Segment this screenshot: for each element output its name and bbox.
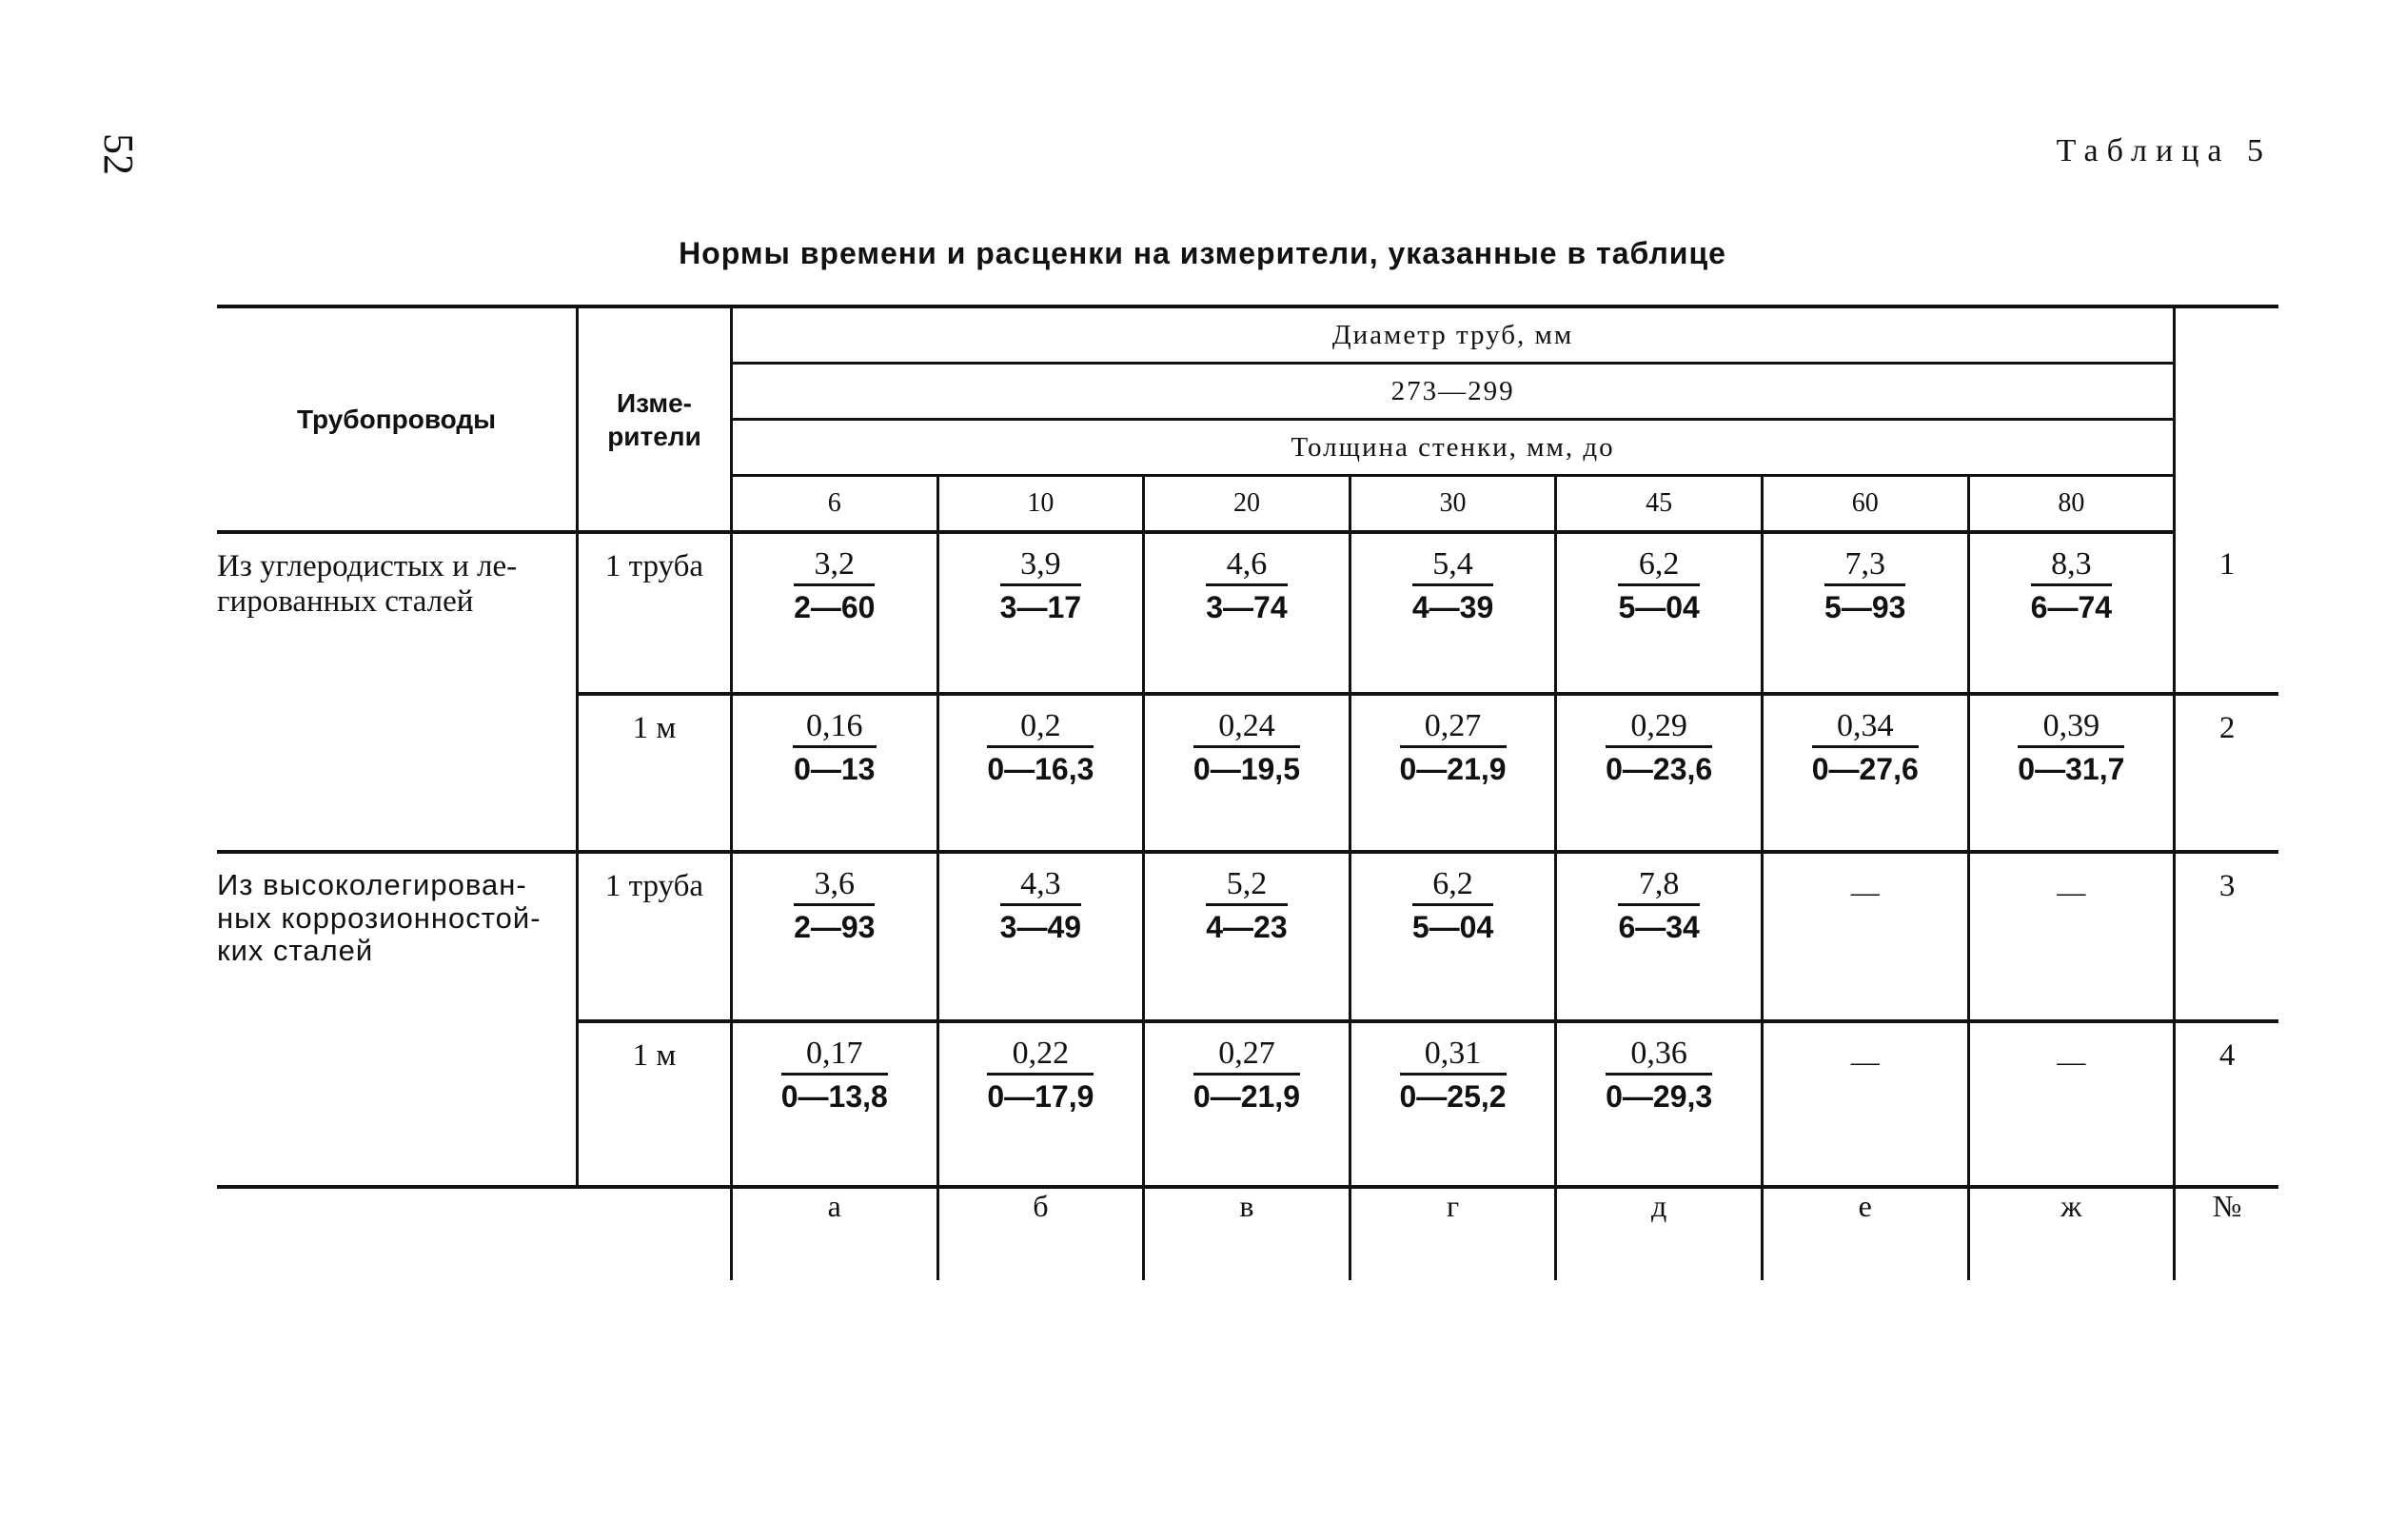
time-norm: 3,2: [794, 545, 875, 586]
norm-fraction: [781, 1035, 888, 1117]
time-norm: 5,2: [1206, 865, 1287, 906]
pipelines-header: Трубопроводы: [217, 306, 578, 532]
value-cell: [1968, 532, 2175, 694]
rate-price: 0—21,9: [1399, 752, 1507, 786]
rate-price: 2—60: [794, 590, 876, 624]
value-cell: [731, 694, 937, 852]
column-letter-cell: д: [1556, 1187, 1763, 1280]
time-norm: 8,3: [2031, 545, 2112, 586]
pipeline-name-cell: [217, 852, 578, 1187]
row-number-cell: 4: [2175, 1021, 2278, 1187]
page-number: 52: [95, 133, 142, 175]
time-norm: 4,6: [1206, 545, 1287, 586]
norm-fraction: [794, 865, 875, 948]
time-norm: 0,31: [1400, 1035, 1507, 1076]
table-body: [217, 532, 2278, 1187]
norm-fraction: [1812, 707, 1919, 790]
thickness-column-header: 20: [1144, 476, 1350, 533]
value-cell: [731, 1021, 937, 1187]
rate-price: 6—34: [1618, 910, 1700, 944]
value-cell: [731, 532, 937, 694]
norm-fraction: [2018, 707, 2124, 790]
norm-fraction: [1618, 865, 1699, 948]
rate-price: 3—49: [999, 910, 1082, 944]
time-norm: 0,22: [987, 1035, 1094, 1076]
time-norm: 0,2: [987, 707, 1094, 748]
rate-price: 3—17: [999, 590, 1082, 624]
value-cell: [1556, 532, 1763, 694]
table-title: Нормы времени и расценки на измерители, указанные в таблице: [679, 236, 1726, 270]
value-cell: [937, 532, 1144, 694]
thickness-column-header: 10: [937, 476, 1144, 533]
rate-price: 0—17,9: [987, 1079, 1094, 1114]
footer-empty-cell: [217, 1187, 578, 1280]
value-cell: [1968, 694, 2175, 852]
value-cell: [1350, 1021, 1556, 1187]
value-cell: [1556, 694, 1763, 852]
time-norm: 0,34: [1812, 707, 1919, 748]
pipeline-name-cell: [217, 532, 578, 852]
value-cell: [937, 852, 1144, 1021]
norm-fraction: [1824, 545, 1905, 628]
column-letter-cell: а: [731, 1187, 937, 1280]
column-letter-cell: б: [937, 1187, 1144, 1280]
norm-fraction: [1412, 545, 1493, 628]
norm-fraction: [1000, 545, 1081, 628]
rate-price: 5—93: [1824, 590, 1906, 624]
diameter-range-header: 273—299: [731, 364, 2174, 420]
rate-price: 0—25,2: [1399, 1079, 1507, 1114]
pipeline-name-line: Из углеродистых и ле-: [217, 549, 518, 583]
rate-price: 0—13,8: [780, 1079, 888, 1114]
norm-fraction: [794, 545, 875, 628]
time-norm: 0,29: [1606, 707, 1712, 748]
measure-cell: 1 м: [578, 1021, 732, 1187]
time-norm: 0,27: [1400, 707, 1507, 748]
time-norm: 3,6: [794, 865, 875, 906]
value-cell: [1350, 694, 1556, 852]
thickness-column-header: 30: [1350, 476, 1556, 533]
rate-price: 0—13: [794, 752, 876, 786]
rate-price: 0—16,3: [987, 752, 1094, 786]
column-letter-cell: в: [1144, 1187, 1350, 1280]
norm-fraction: [1206, 545, 1287, 628]
row-number-header-empty: [2175, 306, 2278, 532]
norm-fraction: [1193, 707, 1300, 790]
norm-fraction: [1618, 545, 1699, 628]
rate-price: 0—23,6: [1606, 752, 1713, 786]
value-cell: [1144, 852, 1350, 1021]
rate-price: 0—19,5: [1193, 752, 1300, 786]
time-norm: 0,36: [1606, 1035, 1712, 1076]
column-letter-cell: г: [1350, 1187, 1556, 1280]
footer-row: [217, 1187, 2278, 1280]
norm-fraction: [1000, 865, 1081, 948]
dash-cell: —: [1762, 1021, 1968, 1187]
value-cell: [1556, 852, 1763, 1021]
measures-header-line: Изме-: [617, 387, 692, 418]
value-cell: [937, 1021, 1144, 1187]
norm-fraction: [987, 707, 1094, 790]
time-norm: 0,27: [1193, 1035, 1300, 1076]
norm-fraction: [1206, 865, 1287, 948]
value-cell: [731, 852, 937, 1021]
norm-fraction: [1606, 707, 1712, 790]
norm-fraction: [1412, 865, 1493, 948]
time-norm: 7,8: [1618, 865, 1699, 906]
table-label: Таблица 5: [2056, 133, 2272, 168]
rate-price: 2—93: [794, 910, 876, 944]
pipeline-name-line: гированных сталей: [217, 583, 474, 619]
value-cell: [1556, 1021, 1763, 1187]
measures-header-line: рители: [607, 421, 701, 451]
rate-price: 0—27,6: [1811, 752, 1919, 786]
time-norm: 4,3: [1000, 865, 1081, 906]
time-norm: 0,16: [793, 707, 877, 748]
measures-header: [578, 306, 732, 532]
row-number-cell: 3: [2175, 852, 2278, 1021]
thickness-column-header: 45: [1556, 476, 1763, 533]
thickness-column-header: 6: [731, 476, 937, 533]
pipeline-name-line: ных коррозионностой-: [217, 900, 542, 935]
time-norm: 6,2: [1618, 545, 1699, 586]
pipeline-name-line: ких сталей: [217, 934, 374, 968]
rate-price: 6—74: [2030, 590, 2113, 624]
norm-fraction: [1606, 1035, 1712, 1117]
dash-cell: —: [1968, 852, 2175, 1021]
time-norm: 3,9: [1000, 545, 1081, 586]
norm-fraction: [987, 1035, 1094, 1117]
norms-table: [217, 305, 2278, 1280]
value-cell: [1144, 532, 1350, 694]
value-cell: [1144, 694, 1350, 852]
value-cell: [937, 694, 1144, 852]
time-norm: 5,4: [1412, 545, 1493, 586]
value-cell: [1762, 532, 1968, 694]
thickness-column-header: 80: [1968, 476, 2175, 533]
measure-cell: 1 м: [578, 694, 732, 852]
number-sign-cell: №: [2212, 1189, 2242, 1223]
value-cell: [1144, 1021, 1350, 1187]
rate-price: 3—74: [1206, 590, 1288, 624]
dash-cell: —: [1762, 852, 1968, 1021]
rate-price: 0—31,7: [2018, 752, 2125, 786]
dash-cell: —: [1968, 1021, 2175, 1187]
diameter-header: Диаметр труб, мм: [731, 306, 2174, 364]
time-norm: 6,2: [1412, 865, 1493, 906]
rate-price: 5—04: [1618, 590, 1700, 624]
table-row: [217, 852, 2278, 1021]
column-letter-cell: ж: [1968, 1187, 2175, 1280]
norm-fraction: [2031, 545, 2112, 628]
row-number-cell: 2: [2175, 694, 2278, 852]
time-norm: 0,24: [1193, 707, 1300, 748]
rate-price: 5—04: [1411, 910, 1494, 944]
norm-fraction: [1193, 1035, 1300, 1117]
rate-price: 0—29,3: [1606, 1079, 1713, 1114]
measure-cell: 1 труба: [578, 852, 732, 1021]
header-row-diameter: [217, 306, 2278, 364]
time-norm: 0,39: [2018, 707, 2124, 748]
norm-fraction: [1400, 1035, 1507, 1117]
rate-price: 0—21,9: [1193, 1079, 1300, 1114]
value-cell: [1350, 532, 1556, 694]
rate-price: 4—23: [1206, 910, 1288, 944]
value-cell: [1350, 852, 1556, 1021]
row-number-cell: 1: [2175, 532, 2278, 694]
table-row: [217, 532, 2278, 694]
pipeline-name-line: Из высоколегирован-: [217, 868, 527, 901]
column-letter-cell: е: [1762, 1187, 1968, 1280]
norm-fraction: [793, 707, 877, 790]
wall-thickness-header: Толщина стенки, мм, до: [731, 420, 2174, 476]
footer-empty-cell: [578, 1187, 732, 1280]
norm-fraction: [1400, 707, 1507, 790]
value-cell: [1762, 694, 1968, 852]
thickness-column-header: 60: [1762, 476, 1968, 533]
measure-cell: 1 труба: [578, 532, 732, 694]
rate-price: 4—39: [1411, 590, 1494, 624]
time-norm: 7,3: [1824, 545, 1905, 586]
time-norm: 0,17: [781, 1035, 888, 1076]
